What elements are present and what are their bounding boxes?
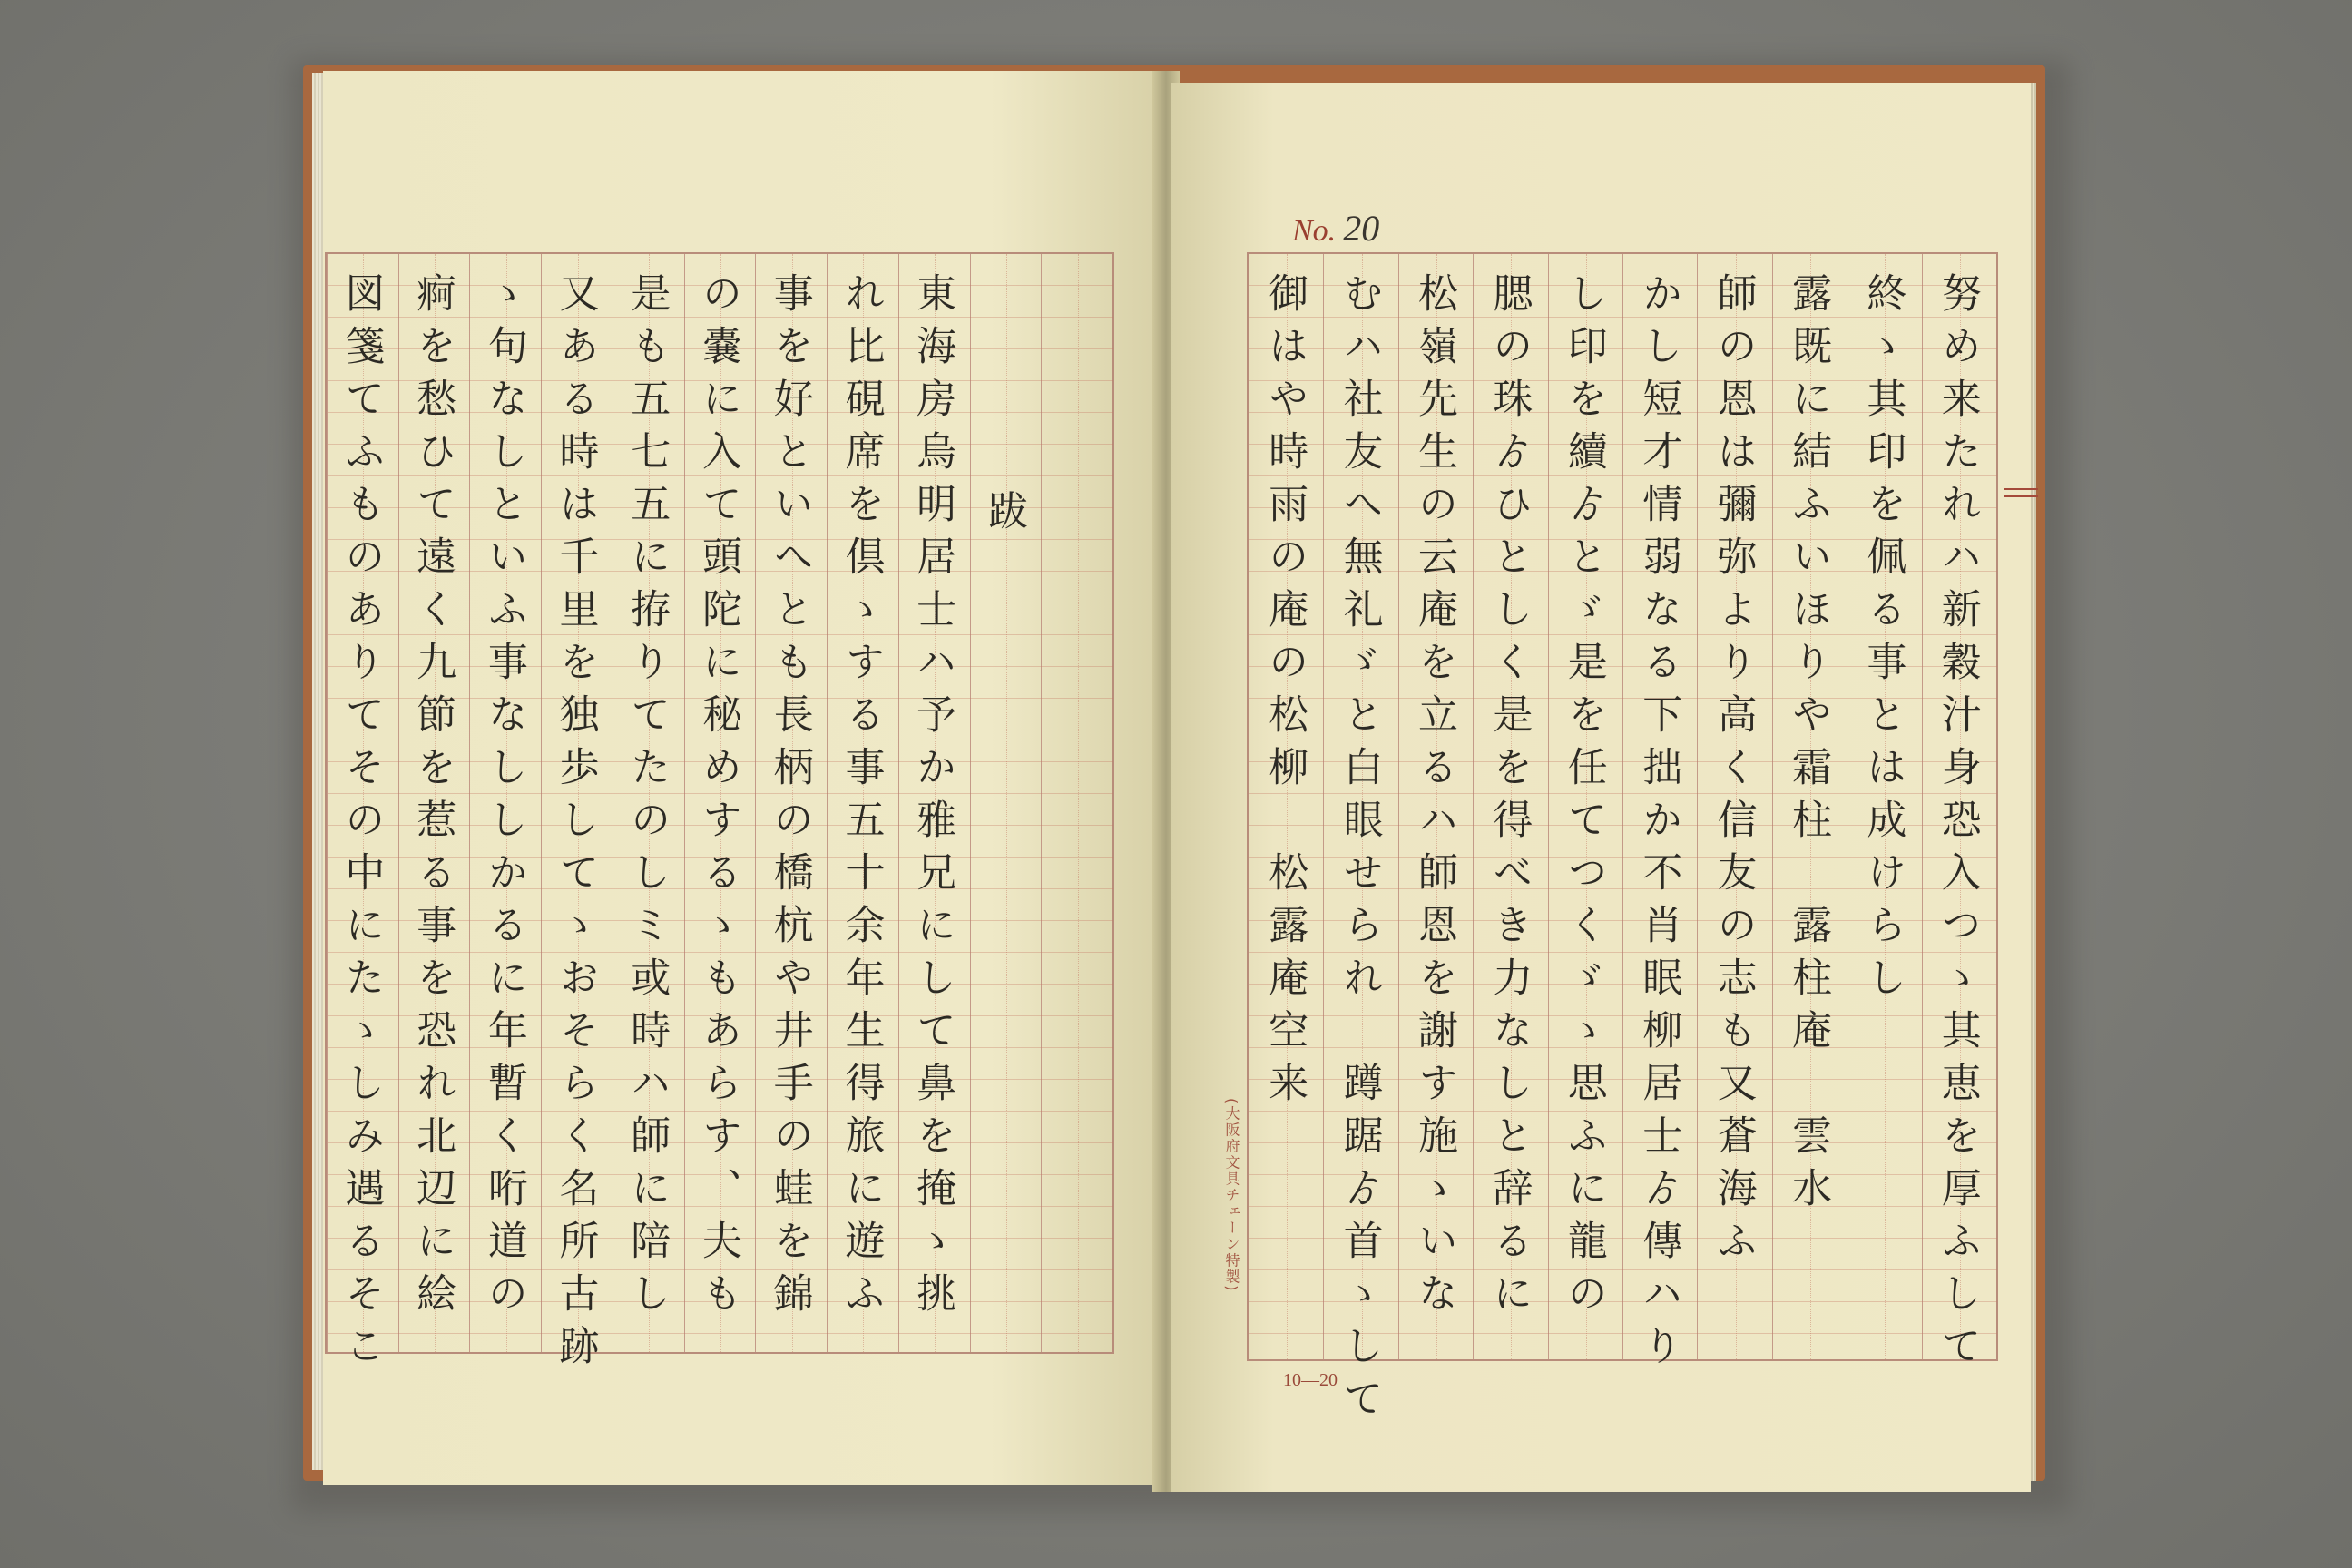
manuscript-column <box>541 254 613 1377</box>
manuscript-column <box>684 254 757 1352</box>
column-text: むハ社友へ無礼ゞと白眼せられ 蹲踞ゟ首ゝして <box>1336 272 1383 1430</box>
column-text: 又ある時は千里を独歩してゝおそらく名所古跡 <box>552 272 599 1377</box>
manuscript-column <box>398 254 471 1352</box>
manuscript-column <box>612 254 685 1352</box>
manuscript-column <box>1622 254 1698 1377</box>
column-text: の嚢に入て頭陀に秘めするゝもあらす、夫も <box>694 272 741 1325</box>
manuscript-column <box>469 254 542 1352</box>
page-number-value: 20 <box>1343 208 1380 249</box>
manuscript-column <box>1249 254 1324 1359</box>
left-manuscript-grid <box>325 252 1114 1377</box>
manuscript-column <box>1697 254 1772 1359</box>
column-text: れ比硯席を倶ゝする事五十余年生得旅に遊ふ <box>838 272 885 1325</box>
manuscript-column <box>755 254 828 1352</box>
right-page <box>1171 83 2031 1492</box>
page-number <box>1292 207 1379 250</box>
manuscript-column <box>1398 254 1474 1359</box>
column-text: 努め来たれハ新穀汁身恐入つゝ其恵を厚ふして <box>1934 272 1981 1377</box>
manuscript-column <box>1922 254 1997 1377</box>
column-guide-line <box>1078 254 1079 1352</box>
manuscript-column <box>1041 254 1113 1352</box>
footer-code: 10—20 <box>1283 1370 1338 1390</box>
column-text: 図箋てふものありてその中にたゝしみ遇るそこ <box>338 272 385 1377</box>
column-text: し印を續ゟとゞ是を任てつくゞゝ思ふに龍の <box>1560 272 1607 1325</box>
column-text: ゝ句なしといふ事なししかるに年暫く哘道の <box>480 272 527 1325</box>
column-text: 露既に結ふいほりや霜柱 露柱庵 雲水 <box>1785 272 1831 1220</box>
manuscript-column <box>327 254 399 1377</box>
column-text: 腮の珠ゟひとしく是を得べき力なしと辞るに <box>1485 272 1533 1325</box>
column-text: 松嶺先生の云庵を立るハ師恩を謝す施ゝいな <box>1411 272 1457 1325</box>
column-text: かし短才情弱なる下拙か不肖眠柳居士ゟ傳ハり <box>1635 272 1682 1377</box>
column-text: 師の恩は彌弥より高く信友の志も又蒼海ふ <box>1710 272 1757 1272</box>
column-text: 跋 <box>980 490 1027 543</box>
manuscript-column <box>898 254 971 1352</box>
manuscript-column <box>1772 254 1847 1359</box>
column-text: 痾を愁ひて遠く九節を惹る事を恐れ北辺に絵 <box>409 272 456 1325</box>
page-number-prefix: No. <box>1292 214 1337 248</box>
manuscript-column <box>1548 254 1623 1359</box>
left-page <box>323 71 1158 1485</box>
column-text: 御はや時雨の庵の松柳 松露庵空来 <box>1261 272 1308 1114</box>
manuscript-column <box>1323 254 1398 1430</box>
manuscript-column <box>1473 254 1548 1359</box>
margin-imprint: (大阪府文具チェーン特製) <box>1223 1098 1240 1293</box>
column-text: 東海房烏明居士ハ予か雅兄にして鼻を掩ゝ挑 <box>909 272 956 1325</box>
column-guide-line <box>1006 254 1007 1352</box>
manuscript-column <box>970 254 1043 1352</box>
ribbon-mark <box>2004 488 2038 490</box>
manuscript-column <box>827 254 899 1352</box>
column-text: 事を好といへとも長柄の橋杭や井手の蛙を錦 <box>766 272 813 1325</box>
column-text: 是も五七五に拵りてたのしミ或時ハ師に陪し <box>623 272 671 1325</box>
manuscript-column <box>1847 254 1922 1359</box>
column-text: 終ゝ其印を佩る事とは成けらし <box>1859 272 1906 1009</box>
